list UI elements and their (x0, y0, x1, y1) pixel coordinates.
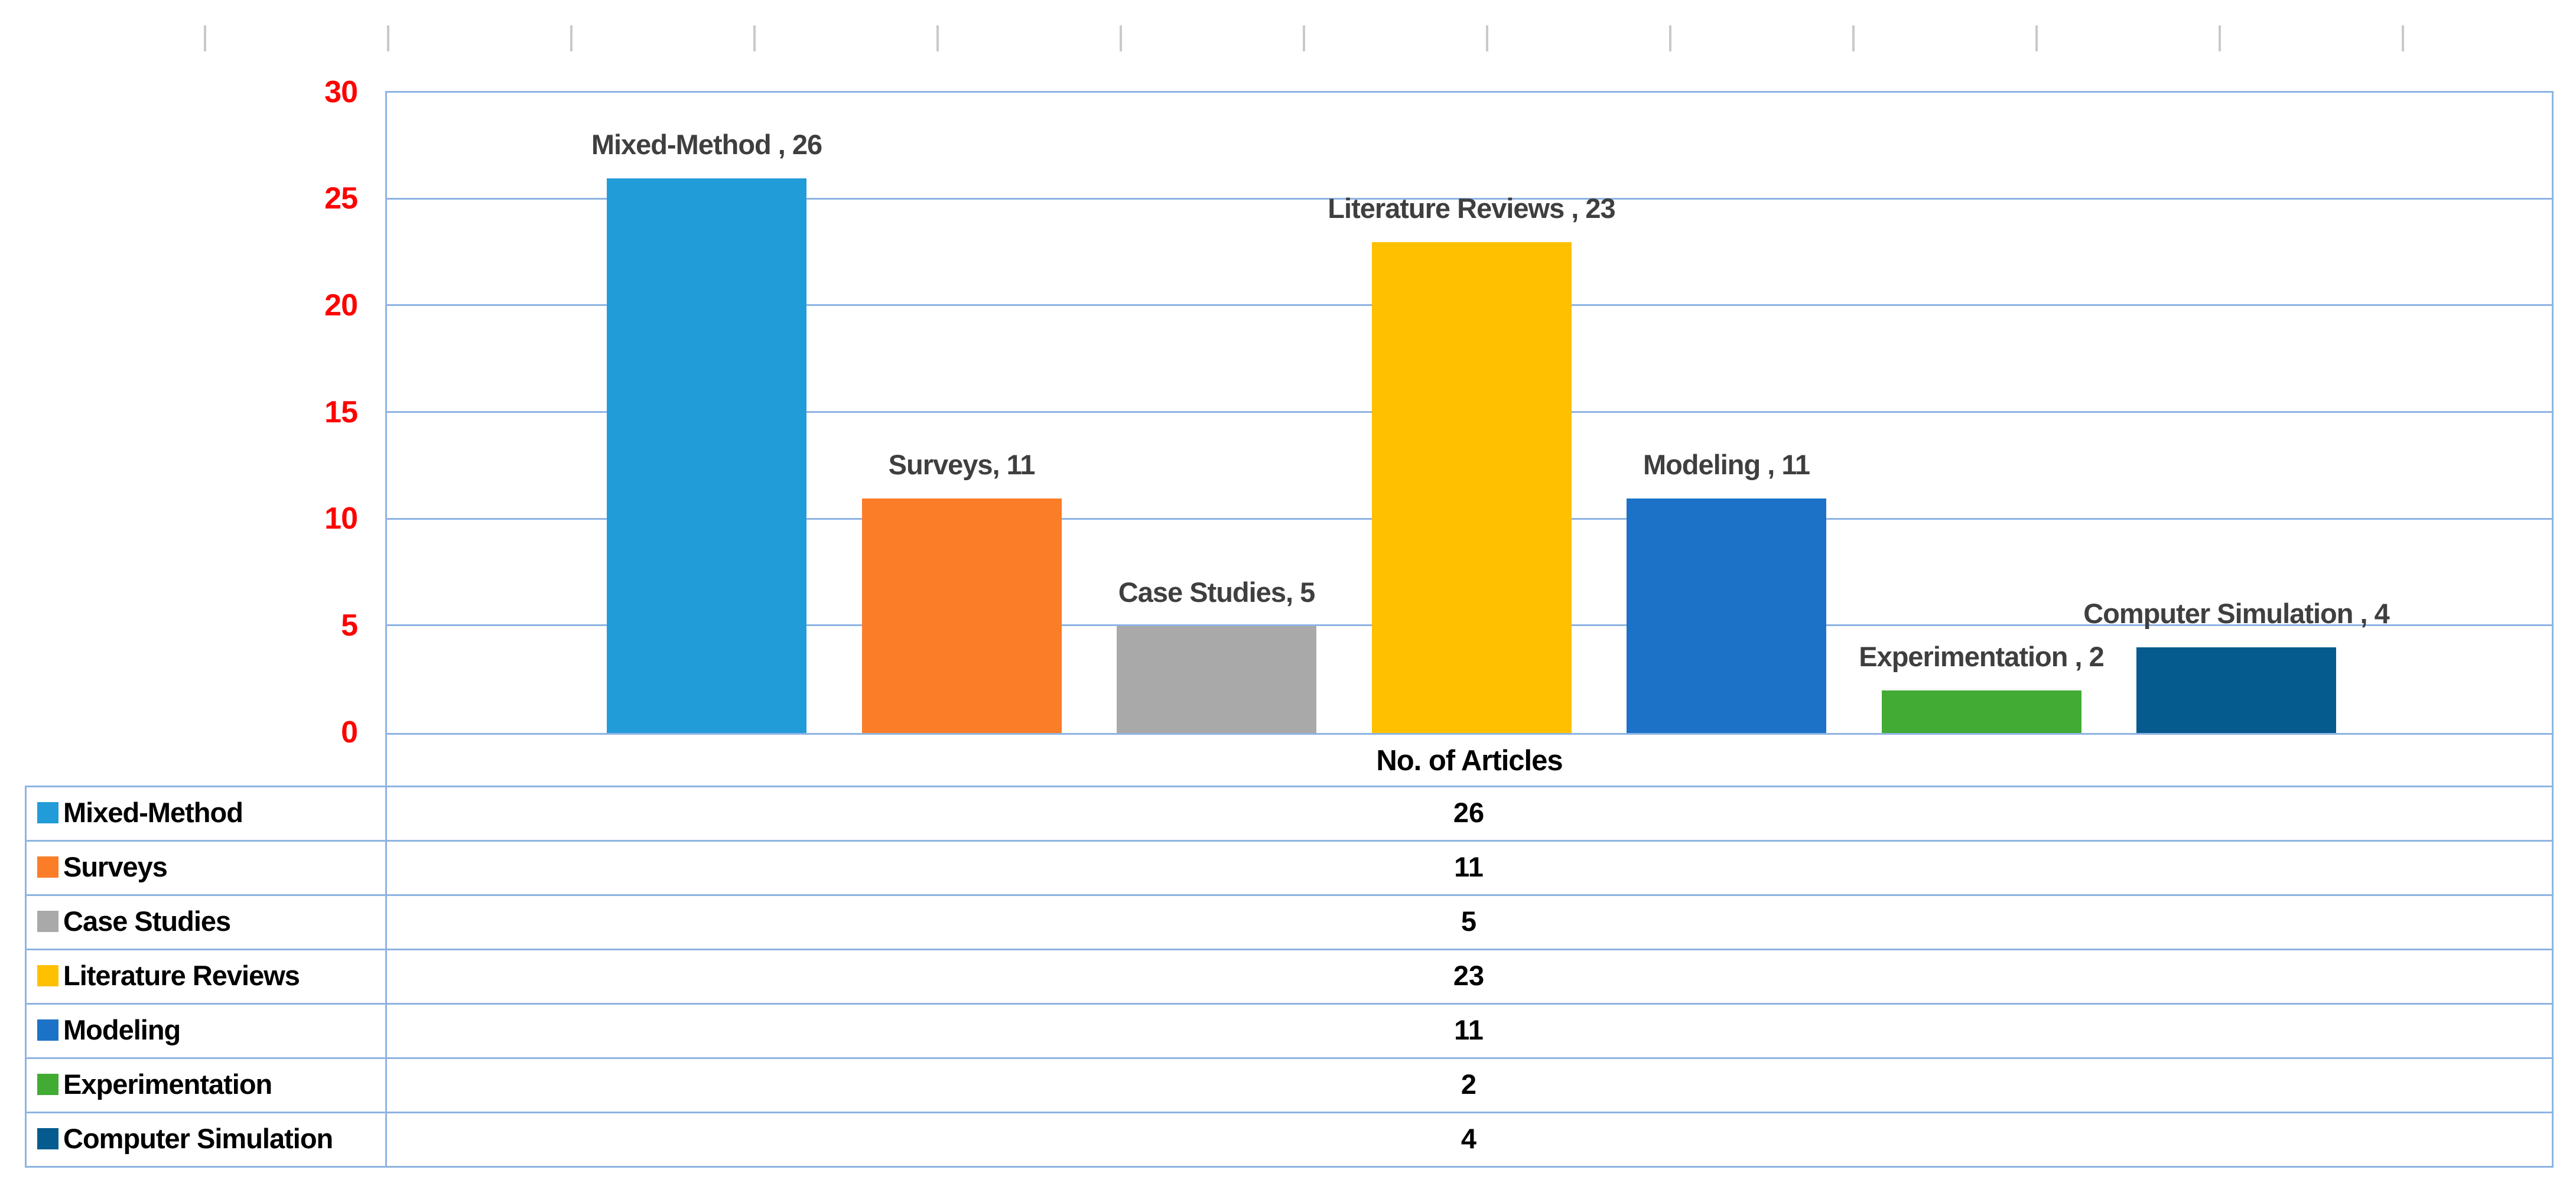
table-row (25, 840, 2552, 894)
table-row-label: Mixed-Method (63, 797, 243, 828)
table-row-border (25, 949, 2554, 950)
y-axis-tick-label: 0 (341, 715, 357, 750)
table-row-border (25, 1057, 2554, 1059)
legend-swatch[interactable] (37, 1128, 58, 1149)
table-row-value: 2 (1461, 1068, 1477, 1100)
table-column-border (25, 786, 27, 1168)
table-row-value: 5 (1461, 905, 1477, 937)
table-row-border (25, 1003, 2554, 1005)
y-axis-tick-label: 20 (324, 288, 357, 322)
table-row-border (25, 894, 2554, 896)
legend-swatch[interactable] (37, 856, 58, 878)
table-row (25, 894, 2552, 949)
y-axis-tick-label: 15 (324, 395, 357, 429)
legend-swatch[interactable] (37, 965, 58, 986)
legend-swatch[interactable] (37, 911, 58, 932)
table-row-value: 23 (1453, 960, 1485, 991)
table-row-label: Computer Simulation (63, 1123, 333, 1154)
bar-data-label: Literature Reviews , 23 (1328, 192, 1615, 224)
legend-swatch[interactable] (37, 1074, 58, 1095)
table-row-border (25, 786, 2554, 787)
table-row-label: Modeling (63, 1014, 181, 1045)
y-axis-tick-label: 5 (341, 608, 357, 643)
table-row (25, 949, 2552, 1003)
table-row-value: 26 (1453, 797, 1485, 828)
table-row-label: Case Studies (63, 905, 231, 937)
bar-data-label: Case Studies, 5 (1118, 576, 1315, 608)
table-row-value: 4 (1461, 1123, 1477, 1154)
column-boundary-tick (936, 25, 939, 51)
column-boundary-tick (1669, 25, 1671, 51)
table-row-value: 11 (1454, 851, 1484, 882)
table-row (25, 786, 2552, 840)
bar-literature-reviews[interactable] (1372, 242, 1572, 733)
table-row-value: 11 (1454, 1014, 1484, 1045)
table-row-label: Literature Reviews (63, 960, 300, 991)
table-column-border (385, 733, 387, 1168)
y-axis-tick-label: 25 (324, 181, 357, 216)
bar-data-label: Surveys, 11 (888, 448, 1035, 480)
y-axis-tick-label: 10 (324, 501, 357, 536)
table-row (25, 1003, 2552, 1057)
bar-experimentation[interactable] (1882, 690, 2081, 733)
column-boundary-tick (2402, 25, 2404, 51)
table-row (25, 1112, 2552, 1166)
column-boundary-tick (204, 25, 206, 51)
table-row-border (25, 1166, 2554, 1168)
bar-data-label: Computer Simulation , 4 (2083, 598, 2389, 630)
column-boundary-tick (2035, 25, 2038, 51)
bar-case-studies[interactable] (1117, 626, 1316, 733)
table-row-label: Experimentation (63, 1068, 272, 1100)
y-axis-tick-label: 30 (324, 74, 357, 109)
bar-data-label: Mixed-Method , 26 (591, 128, 822, 160)
table-row-label: Surveys (63, 851, 167, 882)
bar-data-label: Modeling , 11 (1642, 448, 1810, 480)
column-boundary-tick (1486, 25, 1488, 51)
table-row-border (25, 1112, 2554, 1113)
bar-surveys[interactable] (862, 499, 1062, 733)
table-column-border (2552, 733, 2554, 1168)
legend-swatch[interactable] (37, 802, 58, 823)
column-boundary-tick (2219, 25, 2221, 51)
column-boundary-tick (1120, 25, 1122, 51)
column-boundary-tick (1303, 25, 1305, 51)
legend-swatch[interactable] (37, 1019, 58, 1041)
column-boundary-tick (753, 25, 756, 51)
bar-modeling[interactable] (1627, 499, 1826, 733)
table-row (25, 1057, 2552, 1112)
bar-data-label: Experimentation , 2 (1859, 640, 2104, 672)
table-row-border (25, 840, 2554, 842)
column-boundary-tick (1852, 25, 1855, 51)
column-boundary-tick (570, 25, 573, 51)
data-table-header: No. of Articles (1376, 745, 1563, 777)
column-boundary-tick (387, 25, 389, 51)
